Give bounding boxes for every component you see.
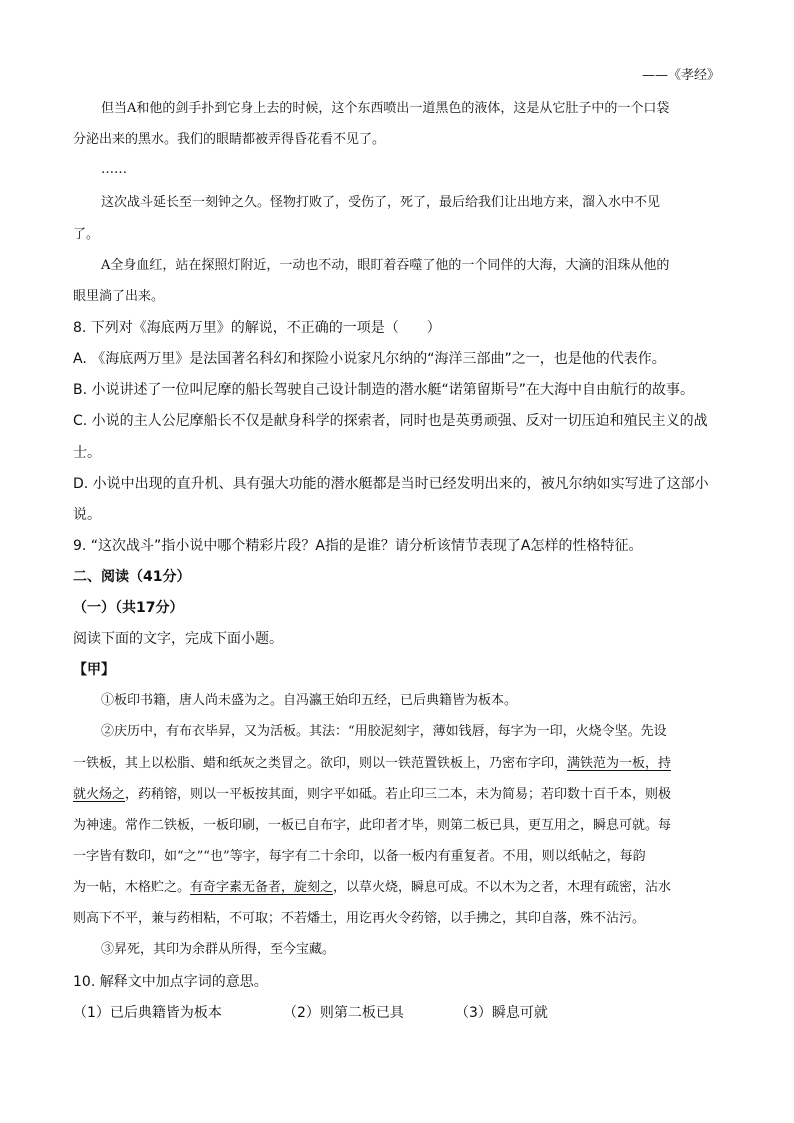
question-8-option-c-line-1: C. 小说的主人公尼摩船长不仅是献身科学的探索者，同时也是英勇顽强、反对一切压迫和殖民主义的战	[73, 413, 708, 429]
reading-instruction: 阅读下面的文字，完成下面小题。	[73, 631, 283, 647]
story-paragraph-2-line-2: 了。	[73, 227, 100, 242]
question-8-option-a: A. 《海底两万里》是法国著名科幻和探险小说家凡尔纳的“海洋三部曲”之一，也是他的代表作。	[73, 351, 666, 367]
classical-text: 一铁板，其上以松脂、蜡和纸灰之类冒之。欲印，则以一铁范置铁板上，乃密布字印，	[73, 756, 568, 771]
classical-paragraph-2-line-5: 一字皆有数印，如“之”“也”等字，每字有二十余印，以备一板内有重复者。不用，则以纸帖之，每韵	[73, 849, 646, 864]
question-8-stem: 8. 下列对《海底两万里》的解说，不正确的一项是（ ）	[73, 320, 441, 336]
section-2-heading: 二、阅读（41分）	[73, 569, 191, 585]
story-paragraph-3-line-2: 眼里淌了出来。	[73, 289, 165, 304]
classical-text: ，药稍镕，则以一平板按其面，则字平如砥。若止印三二本，未为简易；若印数十百千本，则极	[125, 787, 672, 802]
classical-paragraph-1: ①板印书籍，唐人尚未盛为之。自冯瀛王始印五经，已后典籍皆为板本。	[101, 693, 518, 708]
question-10-item-2: （2）则第二板已具	[283, 1005, 404, 1021]
source-line: ——《孝经》	[642, 68, 721, 83]
story-paragraph-3-line-1: A全身血红，站在探照灯附近，一动也不动，眼盯着吞噬了他的一个同伴的大海，大滴的泪珠从他的	[101, 258, 670, 273]
question-9: 9. “这次战斗”指小说中哪个精彩片段？A指的是谁？请分析该情节表现了A怎样的性格特征。	[73, 538, 643, 554]
story-paragraph-2-line-1: 这次战斗延长至一刻钟之久。怪物打败了，受伤了，死了，最后给我们让出地方来，溜入水中不见	[101, 195, 661, 210]
question-10-stem: 10. 解释文中加点字词的意思。	[73, 974, 268, 990]
underlined-sentence-1a: 满铁范为一板，持	[567, 756, 672, 771]
question-10-item-3: （3）瞬息可就	[455, 1005, 548, 1021]
classical-text: 为一帖，木格贮之。	[73, 880, 191, 895]
classical-paragraph-2-line-3	[73, 785, 671, 805]
part-1-heading: （一）（共17分）	[73, 600, 184, 616]
story-paragraph-1-line-2: 分泌出来的黑水。我们的眼睛都被弄得昏花看不见了。	[73, 132, 386, 147]
underlined-sentence-2: 有奇字素无备者，旋刻之	[190, 880, 334, 895]
passage-jia-label: 【甲】	[73, 662, 115, 678]
question-8-option-d-line-1: D. 小说中出现的直升机、具有强大功能的潜水艇都是当时已经发明出来的，被凡尔纳如实写进了这部小	[73, 476, 709, 492]
question-8-option-b: B. 小说讲述了一位叫尼摩的船长驾驶自己设计制造的潜水艇“诺第留斯号”在大海中自由航行的故事。	[73, 382, 695, 398]
classical-text: ，以草火烧，瞬息可成。不以木为之者，木理有疏密，沾水	[333, 880, 672, 895]
question-10-item-1: （1）已后典籍皆为板本	[73, 1005, 222, 1021]
question-8-option-c-line-2: 士。	[73, 445, 101, 461]
classical-paragraph-2-line-1: ②庆历中，有布衣毕昇，又为活板。其法：“用胶泥刻字，薄如钱唇，每字为一印，火烧令坚。先设	[101, 724, 667, 739]
classical-paragraph-2-line-6	[73, 878, 671, 898]
story-paragraph-1-line-1: 但当A和他的剑手扑到它身上去的时候，这个东西喷出一道黑色的液体，这是从它肚子中的一个口袋	[101, 101, 670, 116]
classical-paragraph-2-line-2	[73, 754, 671, 774]
underlined-sentence-1b: 就火炀之	[73, 787, 126, 802]
question-8-option-d-line-2: 说。	[73, 507, 101, 523]
story-ellipsis: ……	[101, 162, 127, 177]
classical-paragraph-2-line-7: 则高下不平，兼与药相粘，不可取；不若燔土，用讫再火令药镕，以手拂之，其印自落，殊不沾污。	[73, 911, 646, 926]
classical-paragraph-2-line-4: 为神速。常作二铁板，一板印刷，一板已自布字，此印者才毕，则第二板已具，更互用之，瞬息可就。每	[73, 818, 672, 833]
classical-paragraph-3: ③昇死，其印为余群从所得，至今宝藏。	[101, 942, 336, 957]
